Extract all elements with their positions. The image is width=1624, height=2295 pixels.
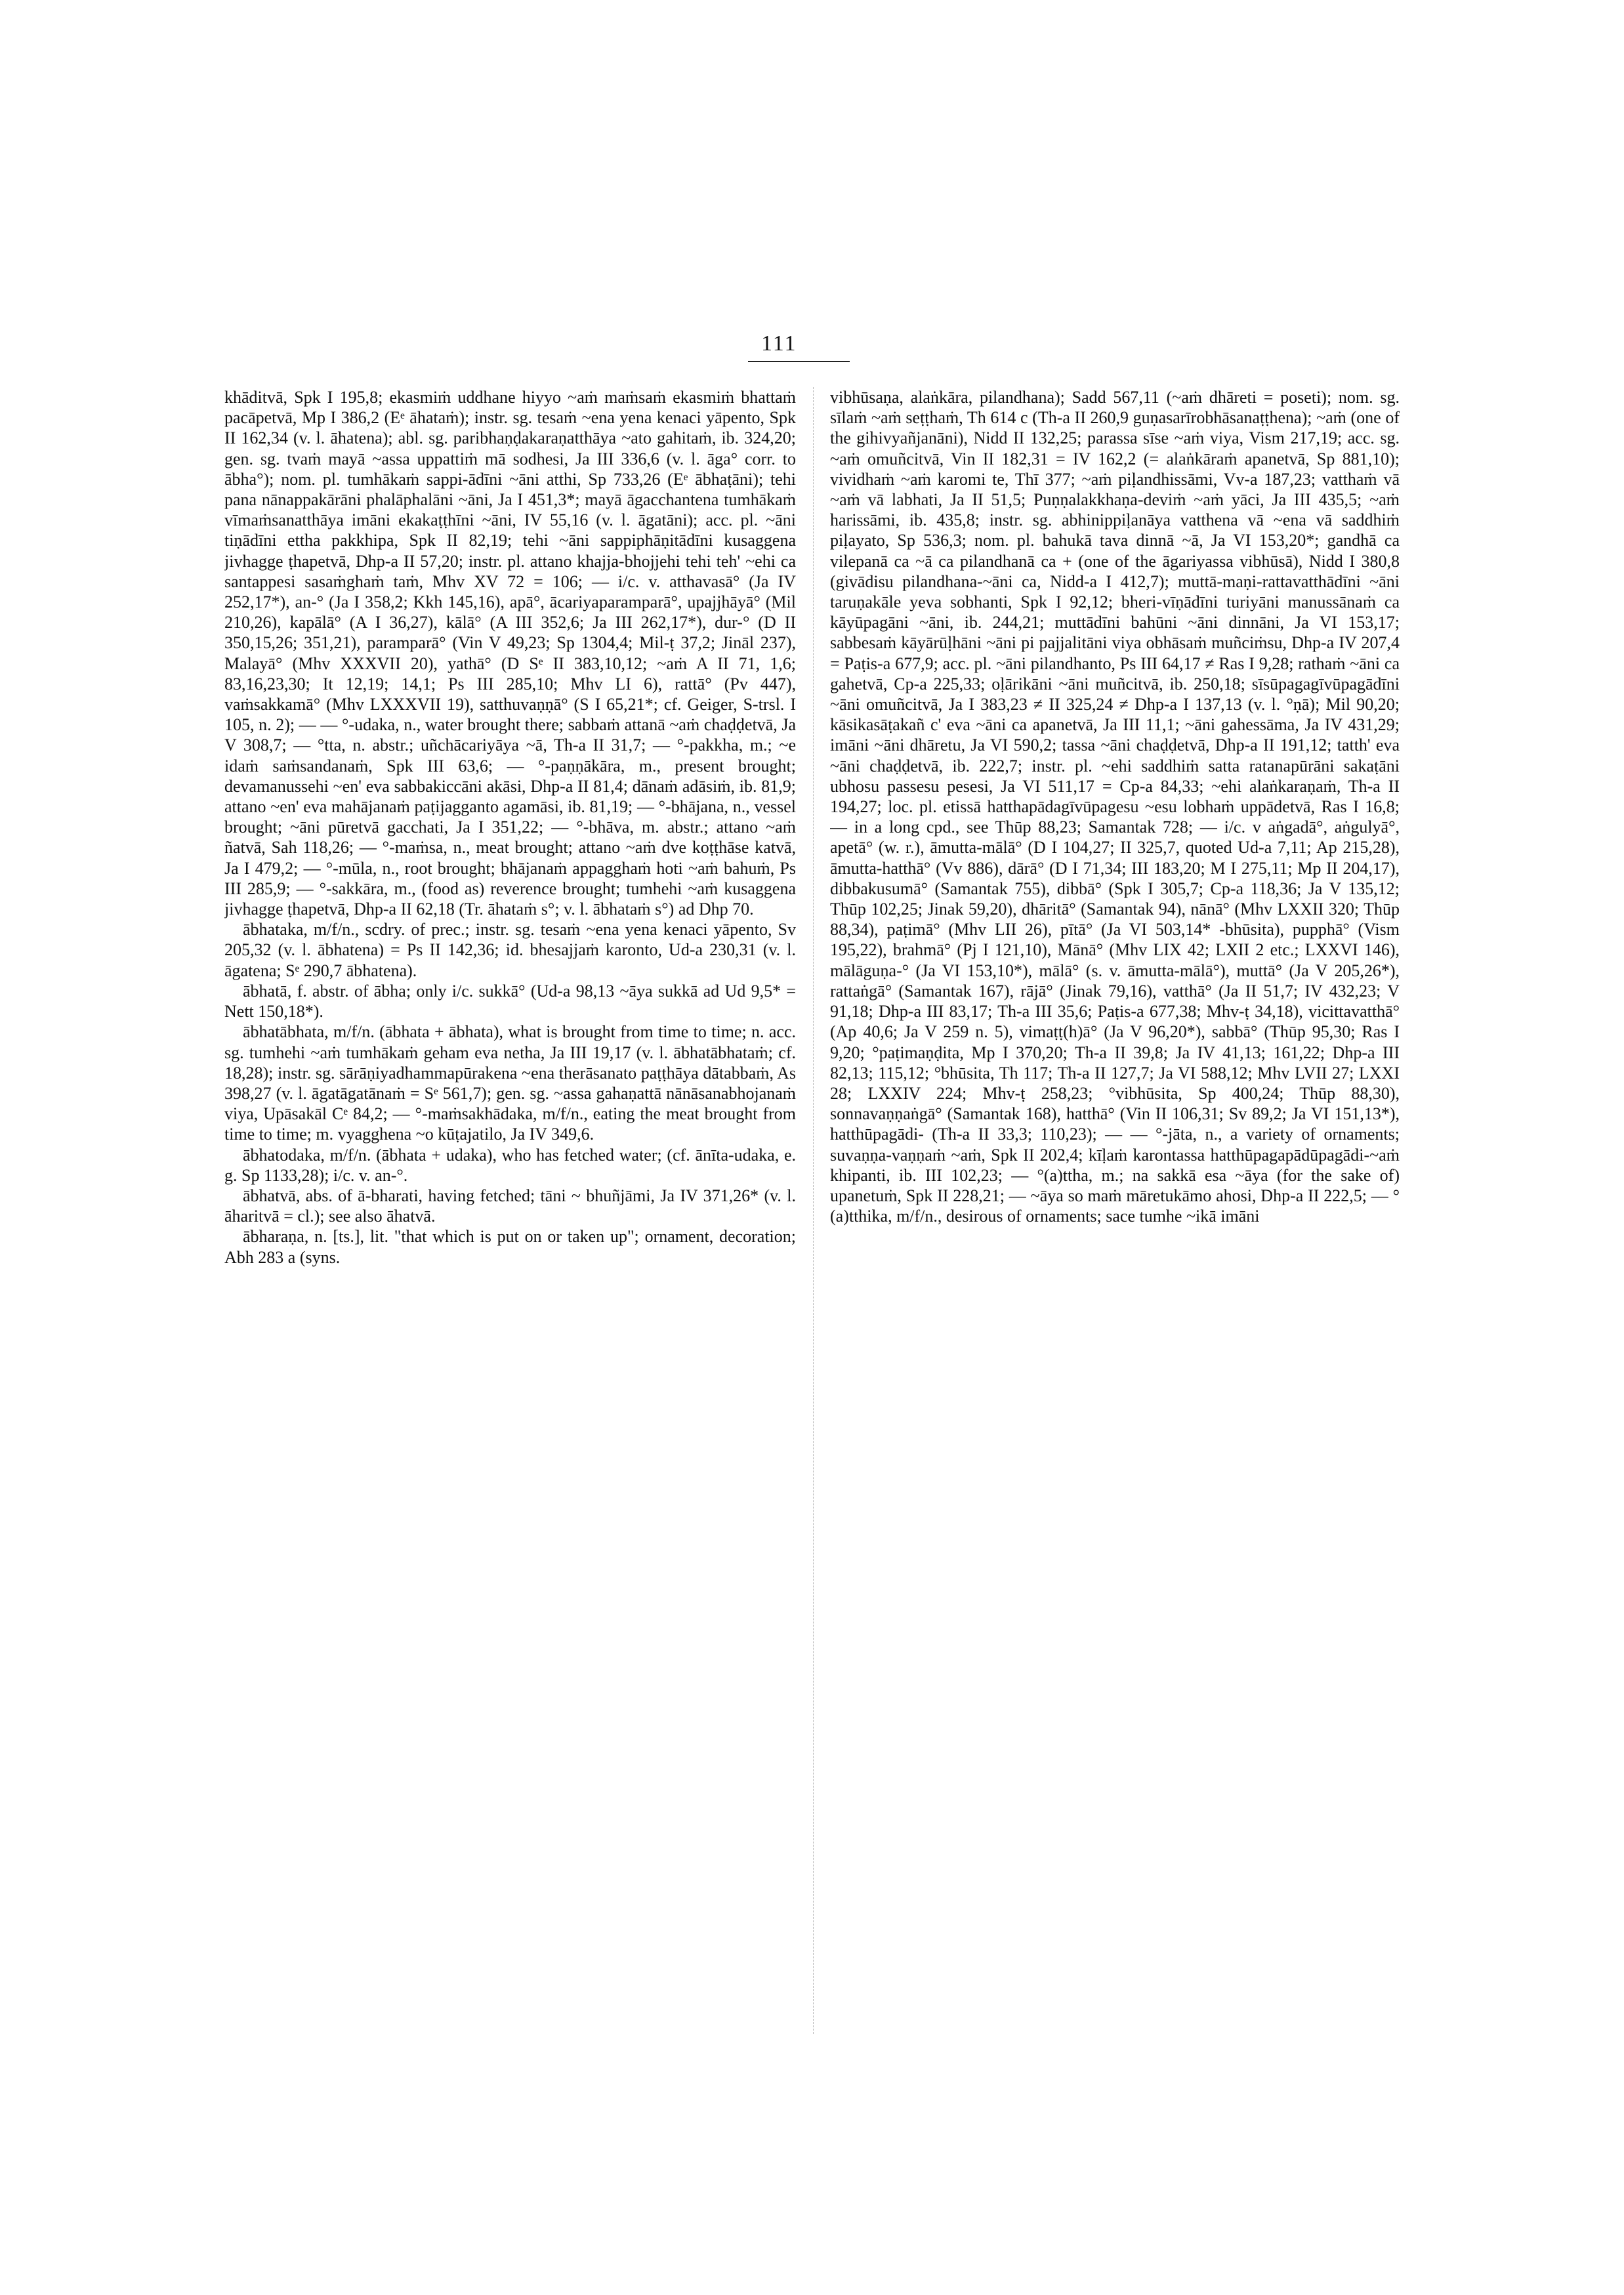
dictionary-entry-abhatva: ābhatvā, abs. of ā-bharati, having fetched; tāni ~ bhuñjāmi, Ja IV 371,26* (v. l. āharitvā = cl.); see also āhatvā. [224, 1186, 796, 1226]
dictionary-entry-abharana-continued: vibhūsaṇa, alaṅkāra, pilandhana); Sadd 567,11 (~aṁ dhāreti = poseti); nom. sg. sīlaṁ ~aṁ seṭṭhaṁ, Th 614 c (Th-a II 260,9 guṇasarīrobhāsanaṭṭhena); ~aṁ (one of the gihivyañjanāni), Nidd II 132,25; parassa sīse ~aṁ viya, Vism 217,19; acc. sg. ~aṁ omuñcitvā, Vin II 182,31 = IV 162,2 (= alaṅkāraṁ apanetvā, Sp 881,10); vividhaṁ ~aṁ karomi te, Thī 377; ~aṁ piḷandhissāmi, Vv-a 187,23; vatthaṁ vā ~aṁ vā labhati, Ja II 51,5; Puṇṇalakkhaṇa-deviṁ ~aṁ yāci, Ja III 435,5; ~aṁ harissāmi, ib. 435,8; instr. sg. abhinippiḷanāya vatthena vā ~ena vā saddhiṁ piḷayato, Sp 536,3; nom. pl. bahukā tava dinnā ~ā, Ja VI 153,20*; gandhā ca vilepanā ca ~ā ca pilandhanā ca + (one of the āgariyassa vibhūsā), Nidd I 380,8 (givādisu pilandhana-~āni ca, Nidd-a I 412,7); muttā-maṇi-rattavatthādīni ~āni taruṇakāle yeva sobhanti, Spk I 92,12; bheri-vīṇādīni turiyāni manussānaṁ ca kāyūpagāni ~āni, ib. 244,21; muttādīni bahūni ~āni dinnāni, Ja VI 153,17; sabbesaṁ kāyārūḷhāni ~āni pi pajjalitāni viya obhāsaṁ muñciṁsu, Dhp-a IV 207,4 = Paṭis-a 677,9; acc. pl. ~āni pilandhanto, Ps III 64,17 ≠ Ras I 9,28; rathaṁ ~āni ca gahetvā, Cp-a 225,33; oḷārikāni ~āni muñcitvā, ib. 250,18; sīsūpagagīvūpagādīni ~āni omuñcitvā, Ja I 383,23 ≠ II 325,24 ≠ Dhp-a I 137,13 (v. l. °ṇā); Mil 90,20; kāsikasāṭakañ c' eva ~āni ca apanetvā, Ja III 11,1; ~āni gahessāma, Ja IV 431,29; imāni ~āni dhāretu, Ja VI 590,2; tassa ~āni chaḍḍetvā, Dhp-a II 191,12; tatth' eva ~āni chaḍḍetvā, ib. 222,7; instr. pl. ~ehi saddhiṁ satta ratanapūrāni sakaṭāni ubhosu passesu pesesi, Ja VI 511,17 = Cp-a 84,33; ~ehi alaṅkaraṇaṁ, Th-a II 194,27; loc. pl. etissā hatthapādagīvūpagesu ~esu lobhaṁ uppādetvā, Ras I 16,8; — in a long cpd., see Thūp 88,23; Samantak 728; — i/c. v aṅgadā°, aṅgulyā°, apetā° (w. r.), āmutta-mālā° (D I 104,27; II 325,7, quoted Ud-a 7,11; Ap 215,28), āmutta-hatthā° (Vv 886), dārā° (D I 71,34; III 183,20; M I 275,11; Mp II 204,17), dibbakusumā° (Samantak 755), dibbā° (Spk I 305,7; Cp-a 118,36; Ja V 135,12; Thūp 102,25; Jinak 59,20), dhāritā° (Samantak 94), nānā° (Mhv LXXII 320; Thūp 88,34), paṭimā° (Mhv LII 26), pītā° (Ja VI 503,14* -bhūsita), pupphā° (Vism 195,22), brahmā° (Pj I 121,10), Mānā° (Mhv LIX 42; LXII 2 etc.; LXXVI 146), mālāguṇa-° (Ja VI 153,10*), mālā° (s. v. āmutta-mālā°), muttā° (Ja V 205,26*), rattaṅgā° (Samantak 167), rājā° (Jinak 79,16), vatthā° (Ja II 51,7; IV 432,23; V 91,18; Dhp-a III 83,17; Th-a III 35,6; Paṭis-a 677,38; Mhv-ṭ 34,18), vicittavatthā° (Ap 40,6; Ja V 259 n. 5), vimaṭṭ(h)ā° (Ja V 96,20*), sabbā° (Thūp 95,30; Ras I 9,20; °paṭimaṇḍita, Mp I 370,20; Th-a II 39,8; Ja IV 41,13; 161,22; Dhp-a III 82,13; 115,12; °bhūsita, Th 117; Th-a II 127,7; Ja VI 588,12; Mhv LVII 27; LXXI 28; LXXIV 224; Mhv-ṭ 258,23; °vibhūsita, Sp 400,24; Thūp 88,30), sonnavaṇṇaṅgā° (Samantak 168), hatthā° (Vin II 106,31; Sv 89,2; Ja VI 151,13*), hatthūpagādi- (Th-a II 33,3; 110,23); — — °-jāta, n., a variety of ornaments; suvaṇṇa-vaṇṇaṁ ~aṁ, Spk II 202,4; kīḷaṁ karontassa hatthūpagapādūpagādi-~aṁ khipanti, ib. III 102,23; — °(a)ttha, m.; na sakkā esa ~āya (for the sake of) upanetuṁ, Spk II 228,21; — ~āya so maṁ māretukāmo ahosi, Dhp-a II 222,5; — °(a)tthika, m/f/n., desirous of ornaments; sace tumhe ~ikā imāni [830, 388, 1400, 1226]
right-column [830, 387, 1400, 2040]
page-number-rule [748, 361, 850, 362]
dictionary-entry-abhatodaka: ābhatodaka, m/f/n. (ābhata + udaka), who has fetched water; (cf. ānīta-udaka, e. g. Sp 1133,28); i/c. v. an-°. [224, 1145, 796, 1185]
page-number: 111 [761, 331, 797, 356]
dictionary-entry-continued: khāditvā, Spk I 195,8; ekasmiṁ uddhane hiyyo ~aṁ maṁsaṁ ekasmiṁ bhattaṁ pacāpetvā, Mp I 386,2 (Eᵉ āhataṁ); instr. sg. tesaṁ ~ena yena kenaci yāpento, Spk II 162,34 (v. l. āhatena); abl. sg. paribhaṇḍakaraṇatthāya ~ato gahitaṁ, ib. 324,20; gen. sg. tvaṁ mayā ~assa uppattiṁ mā sodhesi, Ja III 336,6 (v. l. āga° corr. to ābha°); nom. pl. tumhākaṁ sappi-ādīni ~āni atthi, Sp 733,26 (Eᵉ ābhaṭāni); tehi pana nānappakārāni phalāphalāni ~āni, Ja I 451,3*; mayā āgacchantena tumhākaṁ vīmaṁsanatthāya imāni ekakaṭṭhīni ~āni, IV 55,16 (v. l. āgatāni); acc. pl. ~āni tiṇādīni ettha pakkhipa, Spk II 82,19; tehi ~āni sappiphāṇitādīni kusaggena jivhagge ṭhapetvā, Dhp-a II 57,20; instr. pl. attano khajja-bhojjehi tehi teh' ~ehi ca santappesi sasaṁghaṁ taṁ, Mhv XV 72 = 106; — i/c. v. atthavasā° (Ja IV 252,17*), an-° (Ja I 358,2; Kkh 145,16), apā°, ācariyaparamparā°, upajjhāyā° (Mil 210,26), kapālā° (A I 36,27), kālā° (A III 352,6; Ja III 262,17*), dur-° (D II 350,15,26; 351,21), paramparā° (Vin V 49,23; Sp 1304,4; Mil-ṭ 37,2; Jināl 237), Malayā° (Mhv XXXVII 20), yathā° (D Sᵉ II 383,10,12; ~aṁ A II 71, 1,6; 83,16,23,30; It 12,19; 14,1; Ps III 285,10; Mhv LI 6), rattā° (Pv 447), vaṁsakkamā° (Mhv LXXXVII 19), satthuvaṇṇā° (S I 65,21*; cf. Geiger, S-trsl. I 105, n. 2); — — °-udaka, n., water brought there; sabbaṁ attanā ~aṁ chaḍḍetvā, Ja V 308,7; — °tta, n. abstr.; uñchācariyāya ~ā, Th-a II 31,7; — °-pakkha, m.; ~e idaṁ saṁsandanaṁ, Spk III 63,6; — °-paṇṇākāra, m., present brought; devamanussehi ~en' eva sabbakiccāni akāsi, Dhp-a II 81,4; dānaṁ adāsiṁ, ib. 81,9; attano ~en' eva mahājanaṁ paṭijagganto agamāsi, ib. 81,19; — °-bhājana, n., vessel brought; ~āni pūretvā gacchati, Ja I 351,22; — °-bhāva, m. abstr.; attano ~aṁ ñatvā, Sah 118,26; — °-maṁsa, n., meat brought; attano ~aṁ dve koṭṭhāse katvā, Ja I 479,2; — °-mūla, n., root brought; bhājanaṁ appagghaṁ hoti ~aṁ bahuṁ, Ps III 285,9; — °-sakkāra, m., (food as) reverence brought; tumhehi ~aṁ kusaggena jivhagge ṭhapetvā, Dhp-a II 62,18 (Tr. āhataṁ s°; v. l. ābhataṁ s°) ad Dhp 70. [224, 388, 796, 919]
left-column [224, 387, 796, 2040]
dictionary-entry-abhata: ābhatā, f. abstr. of ābha; only i/c. sukkā° (Ud-a 98,13 ~āya sukkā ad Ud 9,5* = Nett 150,18*). [224, 981, 796, 1022]
dictionary-entry-abhataka: ābhataka, m/f/n., scdry. of prec.; instr. sg. tesaṁ ~ena yena kenaci yāpento, Sv 205,32 (v. l. ābhatena) = Ps II 142,36; id. bhesajjaṁ karonto, Ud-a 230,31 (v. l. āgatena; Sᵉ 290,7 ābhatena). [224, 920, 796, 980]
dictionary-entry-abhatabhata: ābhatābhata, m/f/n. (ābhata + ābhata), what is brought from time to time; n. acc. sg. tumhehi ~aṁ tumhākaṁ geham eva netha, Ja III 19,17 (v. l. ābhatābhataṁ; cf. 18,28); instr. sg. sārāṇiyadhammapūrakena ~ena therāsanato paṭṭhāya dātabbaṁ, As 398,27 (v. l. āgatāgatānaṁ = Sᵉ 561,7); gen. sg. ~assa gahaṇattā nānāsanabhojanaṁ viya, Upāsakāl Cᵉ 84,2; — °-maṁsakhādaka, m/f/n., eating the meat brought from time to time; m. vyagghena ~o kūṭajatilo, Ja IV 349,6. [224, 1022, 796, 1144]
dictionary-entry-abharana: ābharaṇa, n. [ts.], lit. "that which is put on or taken up"; ornament, decoration; Abh 283 a (syns. [224, 1227, 796, 1267]
column-divider [813, 387, 814, 2034]
